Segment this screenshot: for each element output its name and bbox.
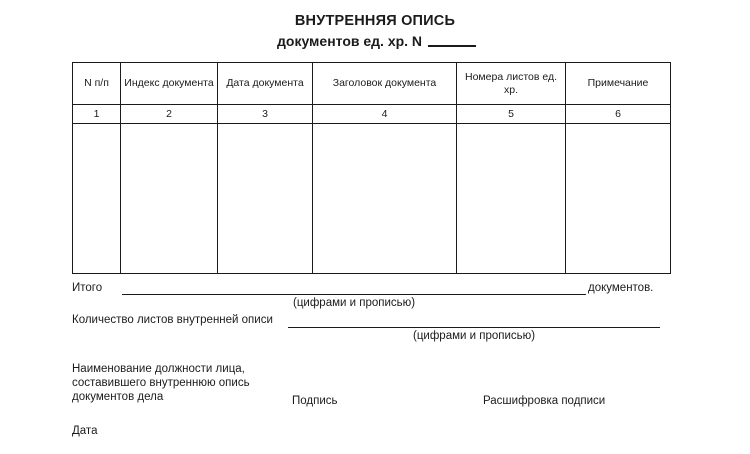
total-documents-blank-rule[interactable] [122, 294, 586, 295]
table-header-cell-5: Номера листов ед. хр. [457, 63, 566, 105]
table-column-number-row [73, 105, 671, 124]
total-documents-label: Итого [72, 282, 103, 294]
date-label: Дата [72, 425, 98, 437]
column-number-5: 5 [457, 105, 566, 124]
table-cell[interactable] [121, 124, 218, 274]
column-number-2: 2 [121, 105, 218, 124]
unit-number-blank-rule [428, 45, 476, 47]
signature-transcript-label: Расшифровка подписи [483, 395, 606, 407]
table-cell[interactable] [313, 124, 457, 274]
documents-word-label: документов. [588, 282, 654, 294]
table-header-row [73, 63, 671, 105]
column-number-3: 3 [218, 105, 313, 124]
column-number-1: 1 [73, 105, 121, 124]
document-title: ВНУТРЕННЯЯ ОПИСЬ [294, 13, 456, 29]
table-cell[interactable] [457, 124, 566, 274]
column-number-6: 6 [566, 105, 671, 124]
sheet-count-label: Количество листов внутренней описи [72, 314, 273, 326]
table-header-cell-6: Примечание [566, 63, 671, 105]
table-header-cell-1: N п/п [73, 63, 121, 105]
document-subtitle [277, 33, 476, 49]
sheet-count-hint: (цифрами и прописью) [413, 330, 536, 342]
table-cell[interactable] [73, 124, 121, 274]
table-header-cell-4: Заголовок документа [313, 63, 457, 105]
signer-role-line-1: Наименование должности лица, [72, 363, 245, 375]
sheet-count-blank-rule[interactable] [288, 327, 660, 328]
table-row[interactable] [73, 124, 671, 274]
signer-role-line-3: документов дела [72, 391, 164, 403]
table-cell[interactable] [218, 124, 313, 274]
table-cell[interactable] [566, 124, 671, 274]
signer-role-label [72, 362, 250, 404]
table-header-cell-3: Дата документа [218, 63, 313, 105]
inventory-table [72, 62, 671, 274]
total-documents-hint: (цифрами и прописью) [293, 297, 416, 309]
document-subtitle-text: документов ед. хр. N [277, 33, 423, 49]
column-number-4: 4 [313, 105, 457, 124]
signer-role-line-2: составившего внутреннюю опись [72, 377, 250, 389]
signature-label: Подпись [292, 395, 338, 407]
table-header-cell-2: Индекс документа [121, 63, 218, 105]
